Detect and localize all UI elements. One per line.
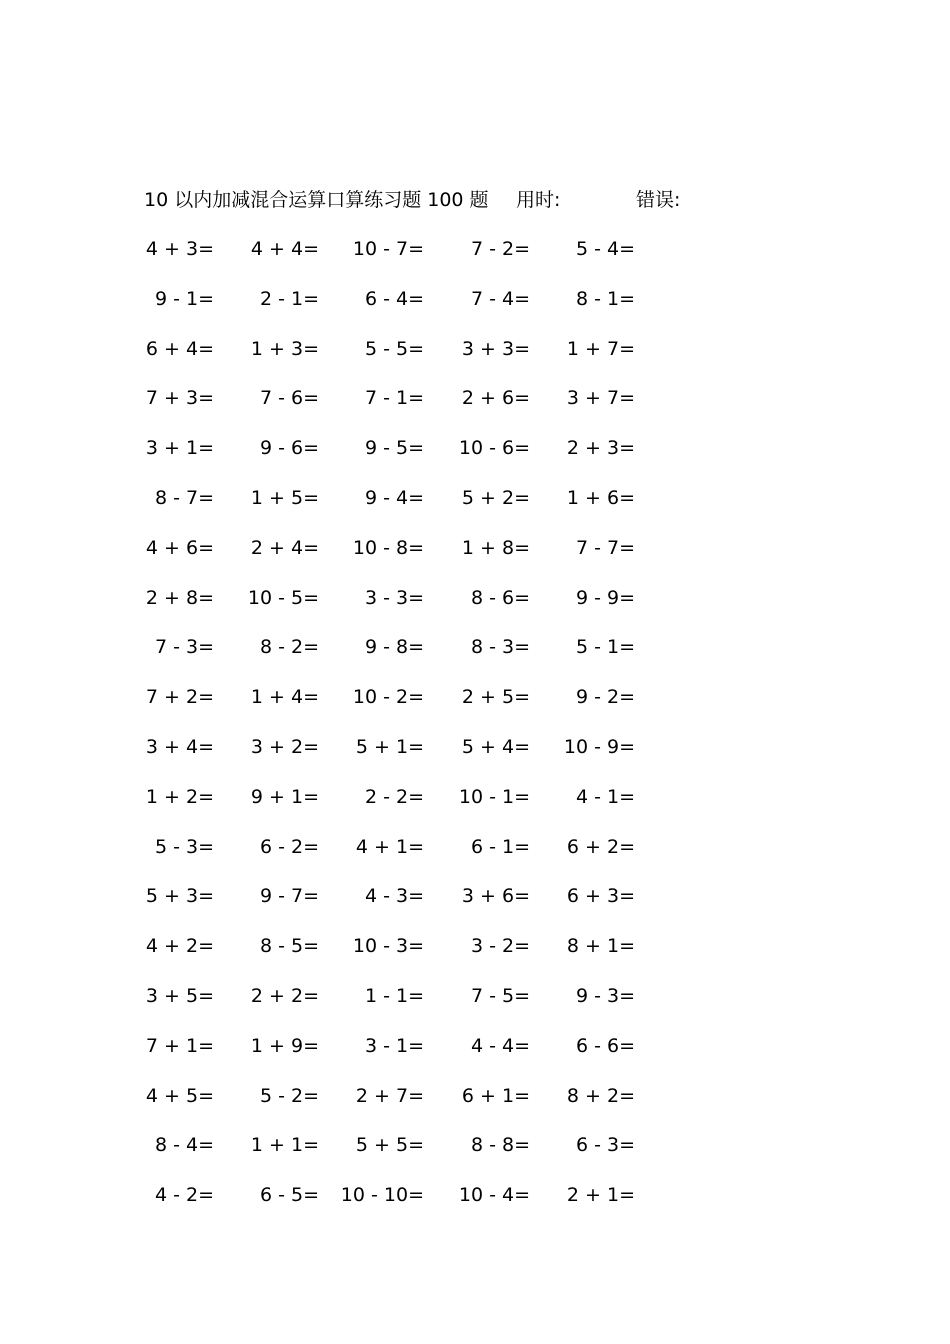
problem-row [0, 881, 950, 931]
problem-row [0, 533, 950, 583]
problem-item: 5 - 4= [575, 238, 635, 260]
problem-item: 9 - 8= [364, 636, 424, 659]
problem-item: 6 + 2= [566, 835, 635, 858]
problem-item: 5 + 5= [355, 1134, 424, 1157]
problem-item: 5 + 4= [461, 735, 530, 758]
problem-item: 9 - 9= [575, 586, 635, 609]
problem-item: 3 + 5= [145, 984, 214, 1007]
problem-item: 6 + 3= [566, 885, 635, 908]
problem-item: 10 - 2= [352, 686, 424, 709]
problem-row [0, 981, 950, 1031]
problem-item: 8 - 6= [470, 586, 530, 609]
problem-row [0, 1130, 950, 1180]
problem-item: 3 + 4= [145, 735, 214, 758]
problem-item: 5 + 1= [355, 735, 424, 758]
problem-item: 1 + 8= [461, 536, 530, 559]
problem-item: 7 - 7= [575, 536, 635, 559]
problem-item: 10 - 7= [352, 238, 424, 260]
problem-item: 5 - 2= [259, 1084, 319, 1107]
problem-item: 4 + 6= [145, 536, 214, 559]
worksheet-title: 10 以内加减混合运算口算练习题 100 题 [144, 189, 489, 211]
problem-row [0, 483, 950, 533]
problem-item: 3 + 7= [566, 387, 635, 410]
problem-item: 2 - 1= [259, 287, 319, 310]
problem-item: 3 + 2= [250, 735, 319, 758]
problem-item: 9 - 4= [364, 486, 424, 509]
problem-item: 2 + 3= [566, 437, 635, 460]
problem-item: 3 - 2= [470, 935, 530, 958]
problem-item: 8 - 7= [154, 486, 214, 509]
problem-item: 1 - 1= [364, 984, 424, 1007]
problem-row [0, 1081, 950, 1131]
problem-item: 6 + 1= [461, 1084, 530, 1107]
problem-item: 7 + 2= [145, 686, 214, 709]
problem-item: 10 - 9= [563, 735, 635, 758]
problem-item: 4 + 1= [355, 835, 424, 858]
problem-item: 5 - 5= [364, 337, 424, 360]
problem-row [0, 632, 950, 682]
problem-item: 1 + 4= [250, 686, 319, 709]
problem-item: 9 - 6= [259, 437, 319, 460]
problem-item: 1 + 5= [250, 486, 319, 509]
problem-item: 5 + 2= [461, 486, 530, 509]
problem-item: 6 - 3= [575, 1134, 635, 1157]
problem-item: 3 + 6= [461, 885, 530, 908]
problem-item: 9 - 3= [575, 984, 635, 1007]
problem-row [0, 931, 950, 981]
problem-item: 2 + 6= [461, 387, 530, 410]
problem-item: 1 + 7= [566, 337, 635, 360]
problem-item: 4 + 5= [145, 1084, 214, 1107]
problem-item: 1 + 2= [145, 785, 214, 808]
problem-item: 4 + 3= [145, 238, 214, 260]
problem-item: 7 + 1= [145, 1034, 214, 1057]
problem-item: 3 - 3= [364, 586, 424, 609]
problem-item: 2 + 8= [145, 586, 214, 609]
problem-row [0, 1031, 950, 1081]
problem-item: 8 - 4= [154, 1134, 214, 1157]
problem-item: 5 - 1= [575, 636, 635, 659]
problem-item: 10 - 4= [458, 1184, 530, 1207]
problem-item: 2 + 4= [250, 536, 319, 559]
problem-item: 5 + 3= [145, 885, 214, 908]
time-used-label: 用时: [516, 189, 561, 211]
problem-item: 9 + 1= [250, 785, 319, 808]
problem-item: 10 - 8= [352, 536, 424, 559]
problem-item: 9 - 7= [259, 885, 319, 908]
problem-item: 3 + 1= [145, 437, 214, 460]
problem-item: 5 - 3= [154, 835, 214, 858]
problem-item: 2 + 2= [250, 984, 319, 1007]
problem-row [0, 284, 950, 334]
problem-item: 8 - 5= [259, 935, 319, 958]
problem-item: 1 + 3= [250, 337, 319, 360]
problem-item: 1 + 1= [250, 1134, 319, 1157]
problem-item: 10 - 1= [458, 785, 530, 808]
problem-item: 2 + 5= [461, 686, 530, 709]
problem-item: 8 - 2= [259, 636, 319, 659]
problem-item: 10 - 6= [458, 437, 530, 460]
problem-item: 6 - 5= [259, 1184, 319, 1207]
problem-item: 7 + 3= [145, 387, 214, 410]
problem-item: 8 - 1= [575, 287, 635, 310]
error-count-label: 错误: [636, 189, 681, 211]
problem-item: 10 - 3= [352, 935, 424, 958]
problem-row [0, 782, 950, 832]
problem-row [0, 832, 950, 882]
problem-item: 6 + 4= [145, 337, 214, 360]
problem-item: 4 - 3= [364, 885, 424, 908]
problem-row [0, 732, 950, 782]
problem-item: 4 - 4= [470, 1034, 530, 1057]
problem-item: 3 + 3= [461, 337, 530, 360]
problem-item: 8 - 3= [470, 636, 530, 659]
problem-item: 9 - 2= [575, 686, 635, 709]
problem-item: 4 - 2= [154, 1184, 214, 1207]
problem-item: 4 - 1= [575, 785, 635, 808]
problem-item: 1 + 9= [250, 1034, 319, 1057]
problem-row [0, 583, 950, 633]
problem-item: 6 - 4= [364, 287, 424, 310]
problem-item: 4 + 2= [145, 935, 214, 958]
problem-item: 10 - 5= [247, 586, 319, 609]
problem-item: 4 + 4= [250, 238, 319, 260]
problem-item: 7 - 2= [470, 238, 530, 260]
problem-item: 8 - 8= [470, 1134, 530, 1157]
problem-row [0, 383, 950, 433]
problem-row [0, 682, 950, 732]
problem-row [0, 234, 950, 284]
problem-item: 7 - 3= [154, 636, 214, 659]
problem-item: 7 - 6= [259, 387, 319, 410]
problem-item: 2 + 7= [355, 1084, 424, 1107]
problem-item: 6 - 6= [575, 1034, 635, 1057]
problem-item: 7 - 1= [364, 387, 424, 410]
problem-item: 8 + 2= [566, 1084, 635, 1107]
problem-row [0, 433, 950, 483]
problem-item: 3 - 1= [364, 1034, 424, 1057]
problem-row [0, 334, 950, 384]
problem-grid [0, 234, 950, 1230]
problem-item: 8 + 1= [566, 935, 635, 958]
problem-item: 7 - 4= [470, 287, 530, 310]
problem-item: 2 + 1= [566, 1184, 635, 1207]
problem-item: 2 - 2= [364, 785, 424, 808]
problem-item: 9 - 5= [364, 437, 424, 460]
problem-row [0, 1180, 950, 1230]
problem-item: 7 - 5= [470, 984, 530, 1007]
problem-item: 6 - 2= [259, 835, 319, 858]
problem-item: 9 - 1= [154, 287, 214, 310]
problem-item: 1 + 6= [566, 486, 635, 509]
problem-item: 10 - 10= [340, 1184, 424, 1207]
problem-item: 6 - 1= [470, 835, 530, 858]
